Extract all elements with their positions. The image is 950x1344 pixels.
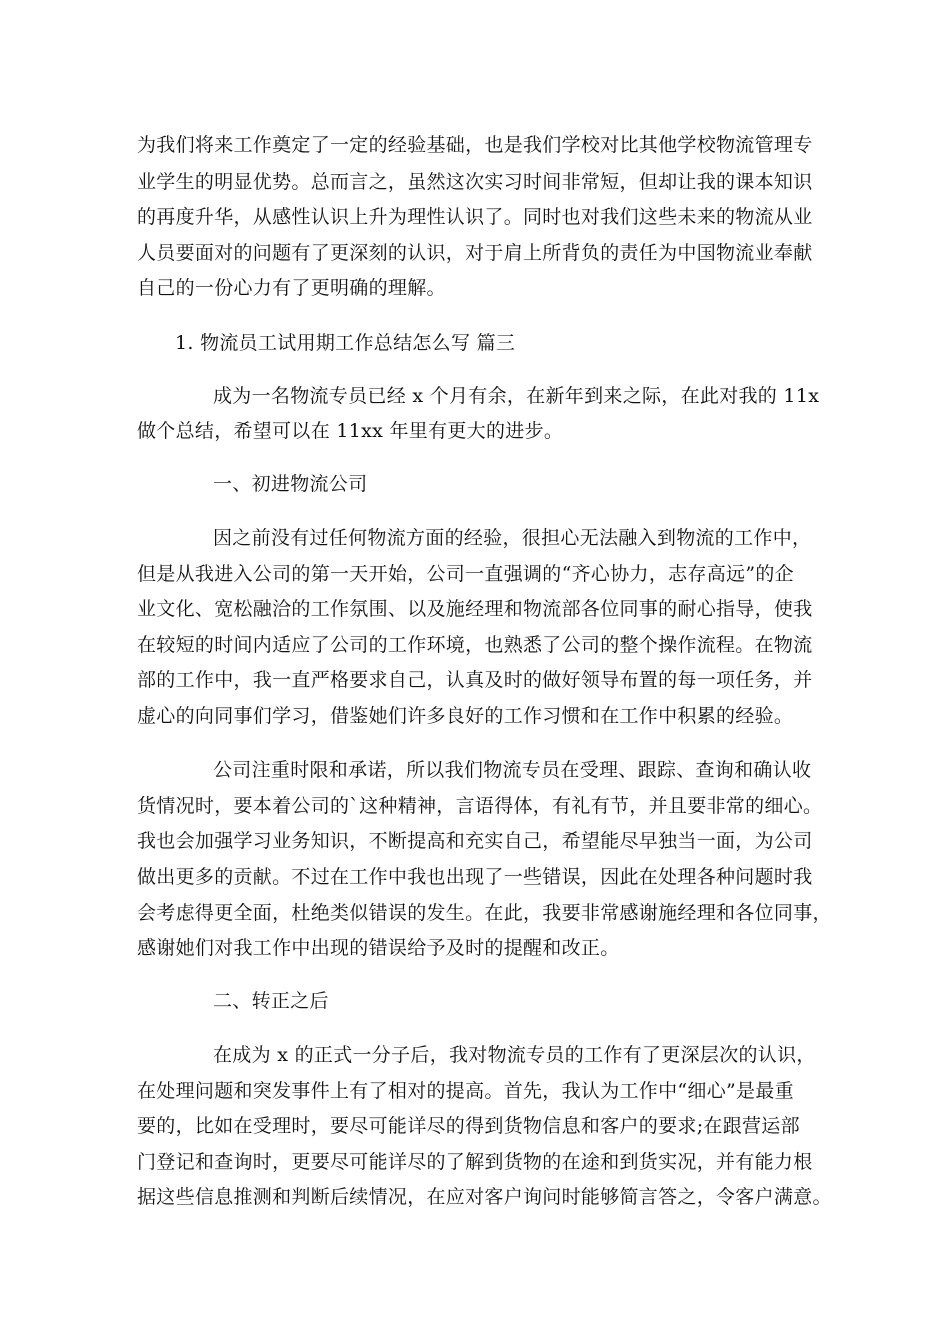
text-line: 在成为 x 的正式一分子后，我对物流专员的工作有了更深层次的认识， bbox=[213, 1044, 816, 1066]
text-line: 做个总结，希望可以在 11xx 年里有更大的进步。 bbox=[137, 420, 564, 442]
text-line: 部的工作中，我一直严格要求自己，认真及时的做好领导布置的每一项任务，并 bbox=[137, 669, 813, 691]
text-line: 自己的一份心力有了更明确的理解。 bbox=[137, 277, 446, 299]
text-line: 的再度升华，从感性认识上升为理性认识了。同时也对我们这些未来的物流从业 bbox=[137, 206, 813, 228]
text-line: 做出更多的贡献。不过在工作中我也出现了一些错误，因此在处理各种问题时我 bbox=[137, 866, 813, 888]
text-line: 据这些信息推测和判断后续情况，在应对客户询问时能够简言答之，令客户满意。 bbox=[137, 1186, 832, 1208]
heading-line: 二、转正之后 bbox=[213, 990, 329, 1012]
text-line: 会考虑得更全面，杜绝类似错误的发生。在此，我要非常感谢施经理和各位同事， bbox=[137, 902, 832, 924]
text-line: 业文化、宽松融洽的工作氛围、以及施经理和物流部各位同事的耐心指导，使我 bbox=[137, 598, 813, 620]
text-line: 在处理问题和突发事件上有了相对的提高。首先，我认为工作中“细心”是最重 bbox=[137, 1080, 794, 1102]
heading-line: 一、初进物流公司 bbox=[213, 473, 368, 495]
text-line: 要的，比如在受理时，要尽可能详尽的得到货物信息和客户的要求;在跟营运部 bbox=[137, 1115, 800, 1137]
text-line: 公司注重时限和承诺，所以我们物流专员在受理、跟踪、查询和确认收 bbox=[213, 759, 812, 781]
text-line: 感谢她们对我工作中出现的错误给予及时的提醒和改正。 bbox=[137, 937, 620, 959]
text-line: 我也会加强学习业务知识，不断提高和充实自己，希望能尽早独当一面，为公司 bbox=[137, 830, 813, 852]
text-line: 在较短的时间内适应了公司的工作环境，也熟悉了公司的整个操作流程。在物流 bbox=[137, 634, 813, 656]
text-line: 门登记和查询时，更要尽可能详尽的了解到货物的在途和到货实况，并有能力根 bbox=[137, 1151, 813, 1173]
text-line: 因之前没有过任何物流方面的经验，很担心无法融入到物流的工作中， bbox=[213, 527, 812, 549]
text-line: 成为一名物流专员已经 x 个月有余，在新年到来之际，在此对我的 11x bbox=[213, 385, 820, 407]
text-line: 但是从我进入公司的第一天开始，公司一直强调的“齐心协力，志存高远”的企 bbox=[137, 563, 794, 585]
text-line: 为我们将来工作奠定了一定的经验基础，也是我们学校对比其他学校物流管理专 bbox=[137, 134, 813, 156]
text-line: 业学生的明显优势。总而言之，虽然这次实习时间非常短，但却让我的课本知识 bbox=[137, 171, 813, 193]
text-line: 虚心的向同事们学习，借鉴她们许多良好的工作习惯和在工作中积累的经验。 bbox=[137, 705, 794, 727]
text-line: 货情况时，要本着公司的`这种精神，言语得体，有礼有节，并且要非常的细心。 bbox=[137, 795, 823, 817]
text-line: 人员要面对的问题有了更深刻的认识，对于肩上所背负的责任为中国物流业奉献 bbox=[137, 242, 813, 264]
heading-line: 1. 物流员工试用期工作总结怎么写 篇三 bbox=[175, 332, 516, 354]
